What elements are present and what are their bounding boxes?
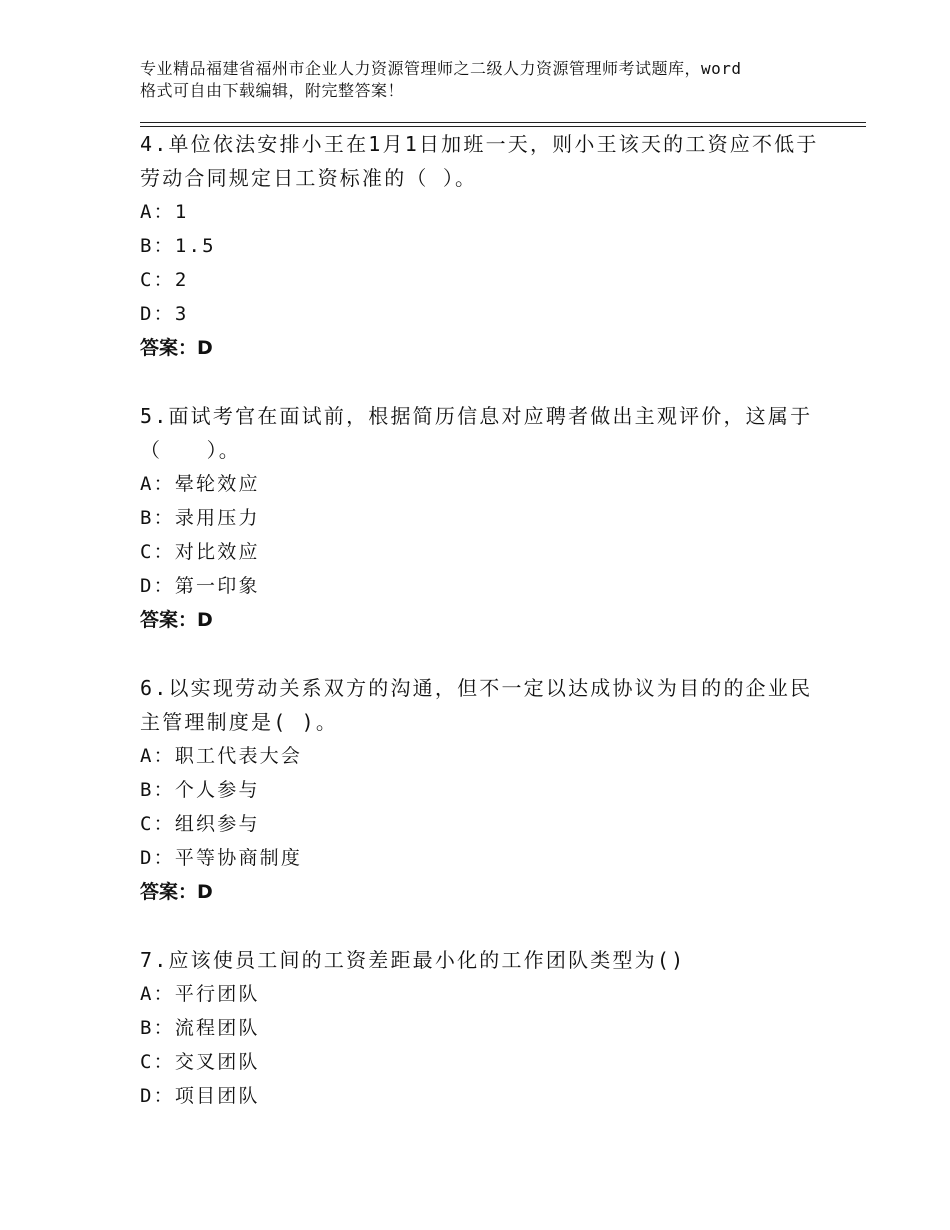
option-a: A：晕轮效应 [140, 473, 260, 495]
question-6 [140, 671, 840, 909]
spacer [140, 365, 840, 399]
answer-label: 答案：D [140, 609, 213, 631]
header-divider-top [140, 122, 866, 123]
question-stem [140, 399, 840, 467]
question-5 [140, 399, 840, 637]
option-b: B：1.5 [140, 235, 216, 257]
option-d: D：3 [140, 303, 189, 325]
option-c: C：2 [140, 269, 189, 291]
question-stem-line: 4.单位依法安排小王在1月1日加班一天，则小王该天的工资应不低于 [140, 132, 819, 156]
option-b: B：个人参与 [140, 779, 260, 801]
header-line-1: 专业精品福建省福州市企业人力资源管理师之二级人力资源管理师考试题库，word [140, 59, 742, 78]
option-d: D：第一印象 [140, 575, 260, 597]
question-7 [140, 943, 840, 1113]
header-line-2: 格式可自由下载编辑，附完整答案！ [140, 81, 405, 100]
option-a: A：平行团队 [140, 983, 260, 1005]
option-b: B：录用压力 [140, 507, 260, 529]
question-stem [140, 943, 840, 977]
option-c: C：对比效应 [140, 541, 260, 563]
question-stem [140, 127, 840, 195]
option-a: A：1 [140, 201, 189, 223]
answer-label: 答案：D [140, 337, 213, 359]
question-list [140, 127, 840, 1113]
question-stem-line: （ ）。 [140, 438, 241, 462]
question-stem [140, 671, 840, 739]
document-header [140, 58, 840, 102]
option-d: D：平等协商制度 [140, 847, 303, 869]
question-stem-line: 主管理制度是( )。 [140, 710, 339, 734]
question-stem-line: 7.应该使员工间的工资差距最小化的工作团队类型为() [140, 948, 686, 972]
option-d: D：项目团队 [140, 1085, 260, 1107]
spacer [140, 909, 840, 943]
option-c: C：交叉团队 [140, 1051, 260, 1073]
option-a: A：职工代表大会 [140, 745, 303, 767]
option-c: C：组织参与 [140, 813, 260, 835]
question-stem-line: 5.面试考官在面试前，根据简历信息对应聘者做出主观评价，这属于 [140, 404, 813, 428]
question-stem-line: 劳动合同规定日工资标准的（ ）。 [140, 166, 478, 190]
spacer [140, 637, 840, 671]
question-stem-line: 6.以实现劳动关系双方的沟通，但不一定以达成协议为目的的企业民 [140, 676, 813, 700]
option-b: B：流程团队 [140, 1017, 260, 1039]
question-4 [140, 127, 840, 365]
answer-label: 答案：D [140, 881, 213, 903]
